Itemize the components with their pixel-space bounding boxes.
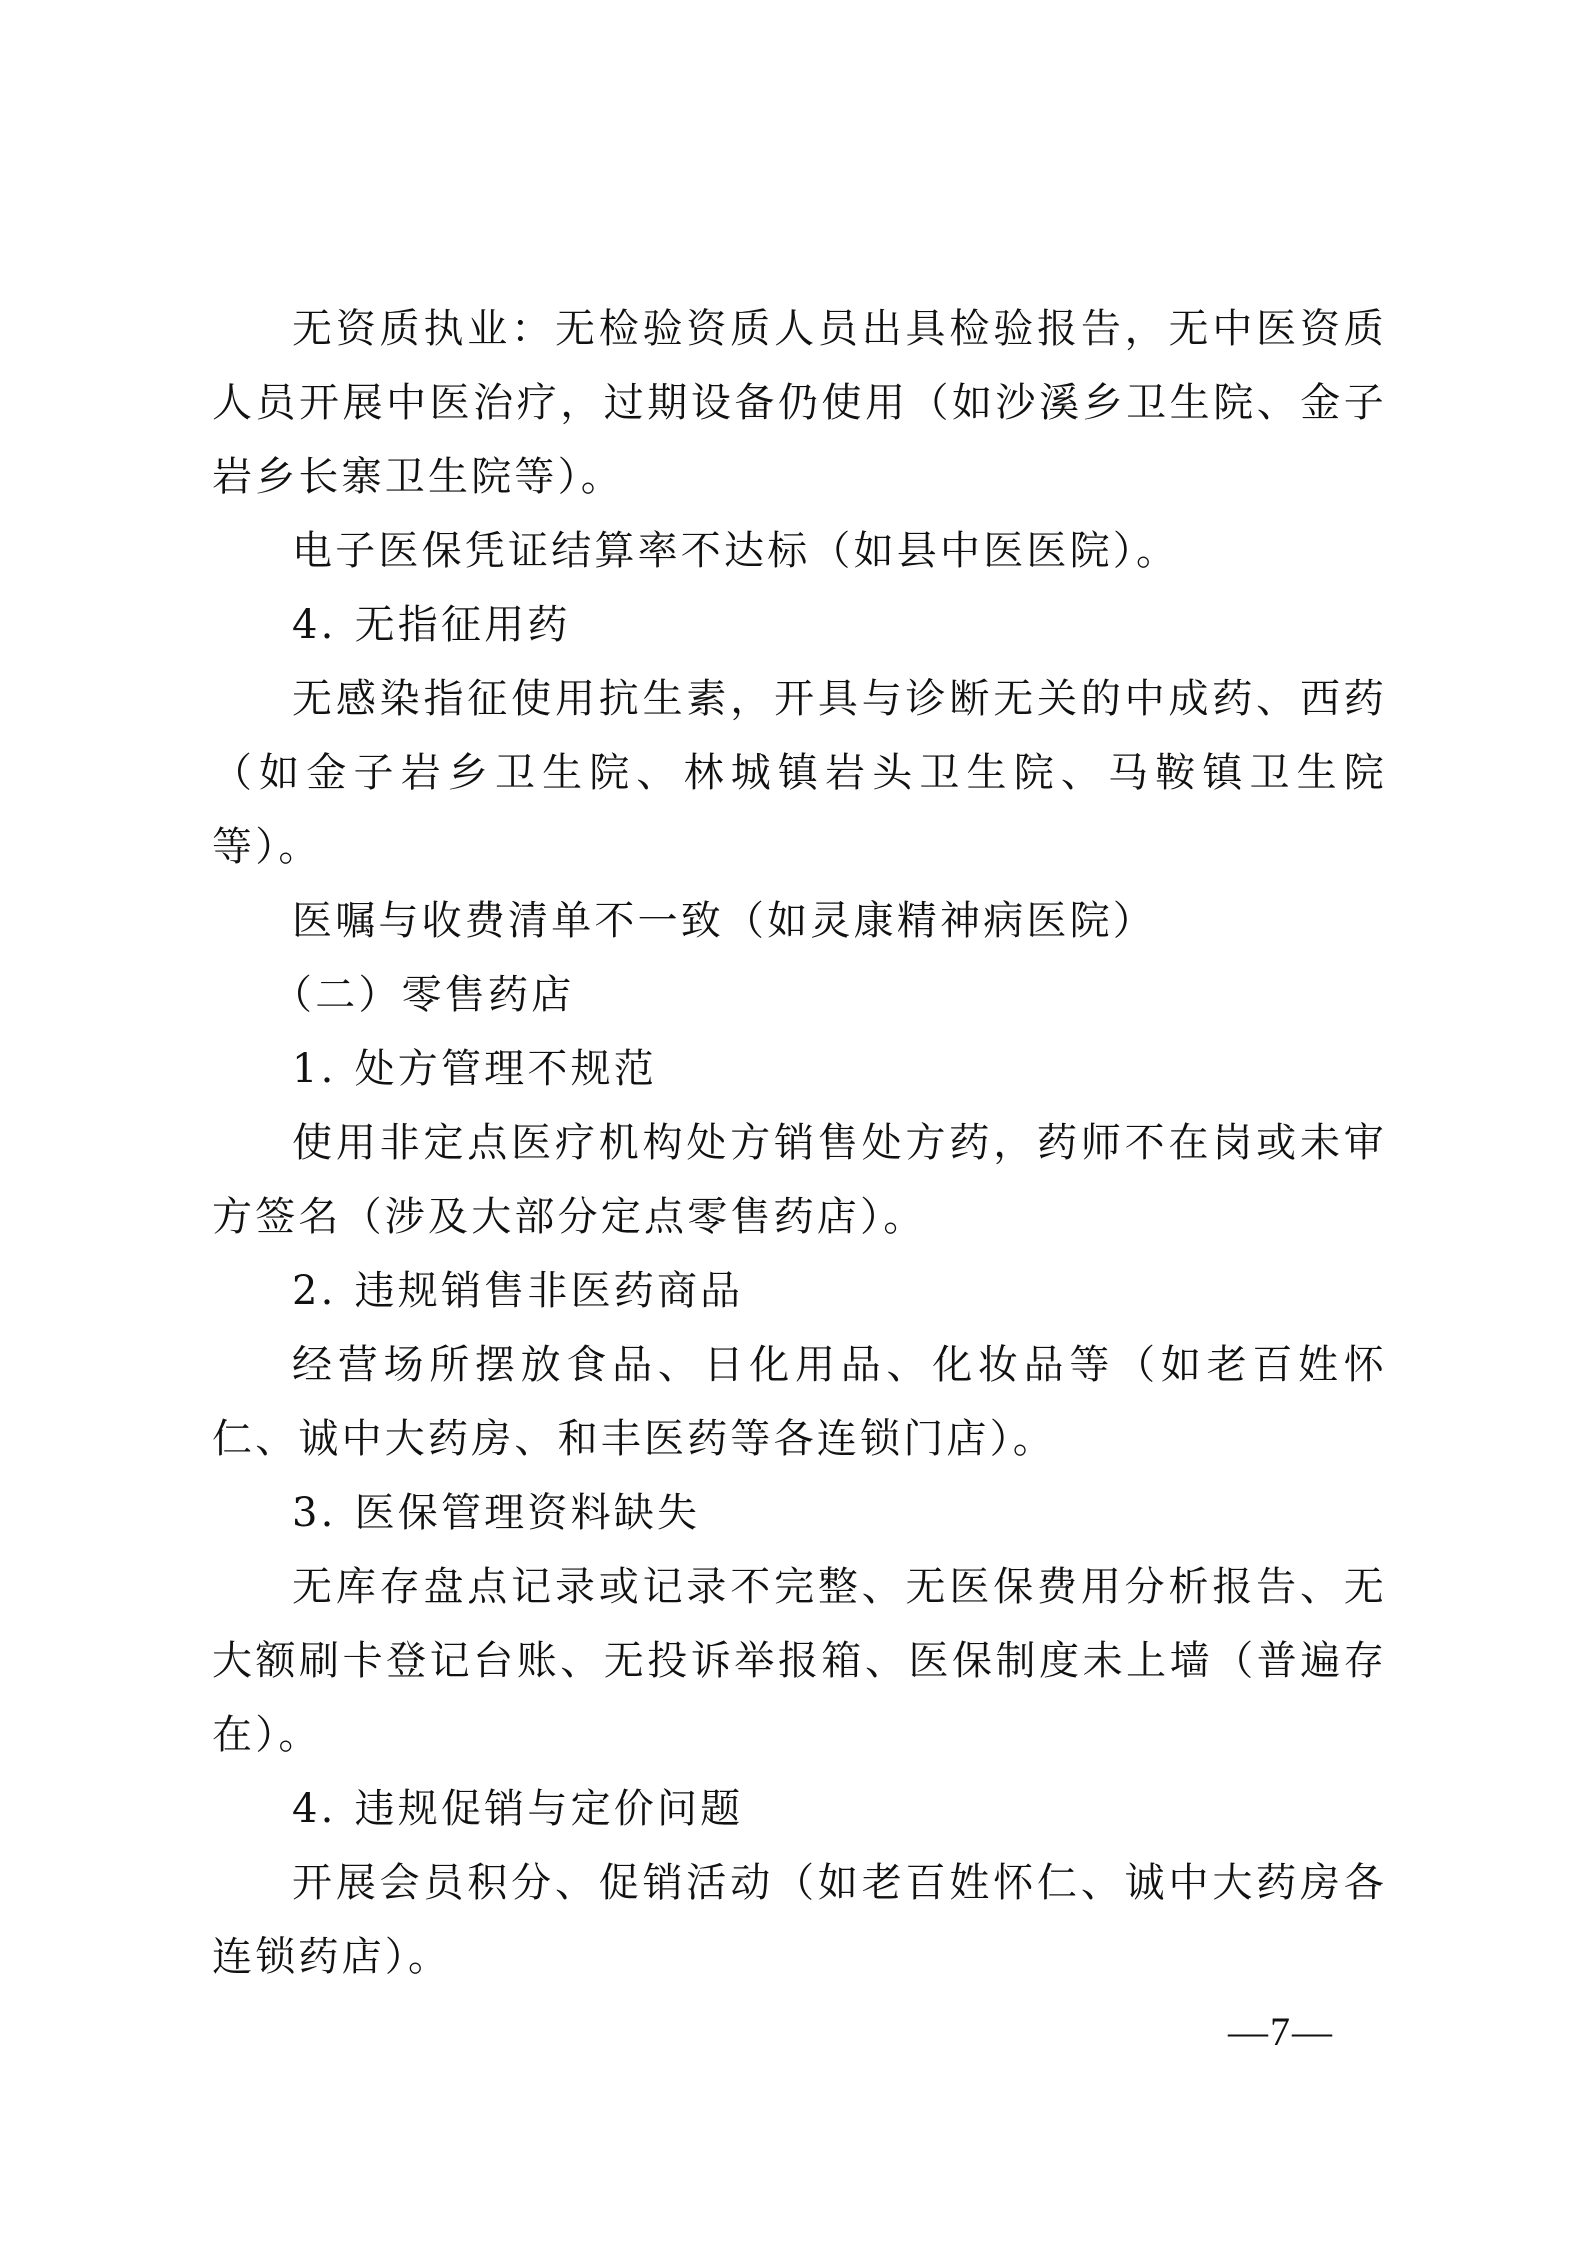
heading-number: 1. bbox=[292, 1046, 337, 1092]
paragraph-promotion-pricing: 开展会员积分、促销活动（如老百姓怀仁、诚中大药房各连锁药店）。 bbox=[212, 1860, 1387, 1980]
paragraph-missing-records: 无库存盘点记录或记录不完整、无医保费用分析报告、无大额刷卡登记台账、无投诉举报箱、医保制度未上墙（普遍存在）。 bbox=[212, 1564, 1387, 1758]
heading-number: 4. bbox=[292, 1786, 337, 1832]
document-body bbox=[212, 292, 1387, 1994]
heading-missing-records bbox=[212, 1476, 1387, 1550]
heading-non-medical-goods bbox=[212, 1254, 1387, 1328]
page-number: —7— bbox=[1228, 2009, 1334, 2054]
heading-title: 医保管理资料缺失 bbox=[354, 1490, 701, 1536]
heading-title: 无指征用药 bbox=[354, 602, 571, 648]
heading-title: 违规销售非医药商品 bbox=[354, 1268, 744, 1314]
heading-no-indication-medication bbox=[212, 588, 1387, 662]
paragraph-unqualified-practice: 无资质执业：无检验资质人员出具检验报告，无中医资质人员开展中医治疗，过期设备仍使用（如沙溪乡卫生院、金子岩乡长寨卫生院等）。 bbox=[212, 306, 1387, 500]
paragraph-antibiotics: 无感染指征使用抗生素，开具与诊断无关的中成药、西药（如金子岩乡卫生院、林城镇岩头卫生院、马鞍镇卫生院等）。 bbox=[212, 676, 1387, 870]
paragraph-e-insurance-rate: 电子医保凭证结算率不达标（如县中医医院）。 bbox=[292, 528, 1180, 574]
heading-title: 违规促销与定价问题 bbox=[354, 1786, 744, 1832]
section-heading-retail-pharmacy: （二）零售药店 bbox=[272, 972, 575, 1018]
paragraph-prescription-management: 使用非定点医疗机构处方销售处方药，药师不在岗或未审方签名（涉及大部分定点零售药店）。 bbox=[212, 1120, 1387, 1240]
paragraph-non-medical-goods: 经营场所摆放食品、日化用品、化妆品等（如老百姓怀仁、诚中大药房、和丰医药等各连锁门店）。 bbox=[212, 1342, 1387, 1462]
paragraph-orders-mismatch: 医嘱与收费清单不一致（如灵康精神病医院） bbox=[292, 898, 1156, 944]
heading-number: 2. bbox=[292, 1268, 337, 1314]
heading-promotion-pricing bbox=[212, 1772, 1387, 1846]
heading-number: 3. bbox=[292, 1490, 337, 1536]
heading-prescription-management bbox=[212, 1032, 1387, 1106]
heading-title: 处方管理不规范 bbox=[354, 1046, 657, 1092]
heading-number: 4. bbox=[292, 602, 337, 648]
